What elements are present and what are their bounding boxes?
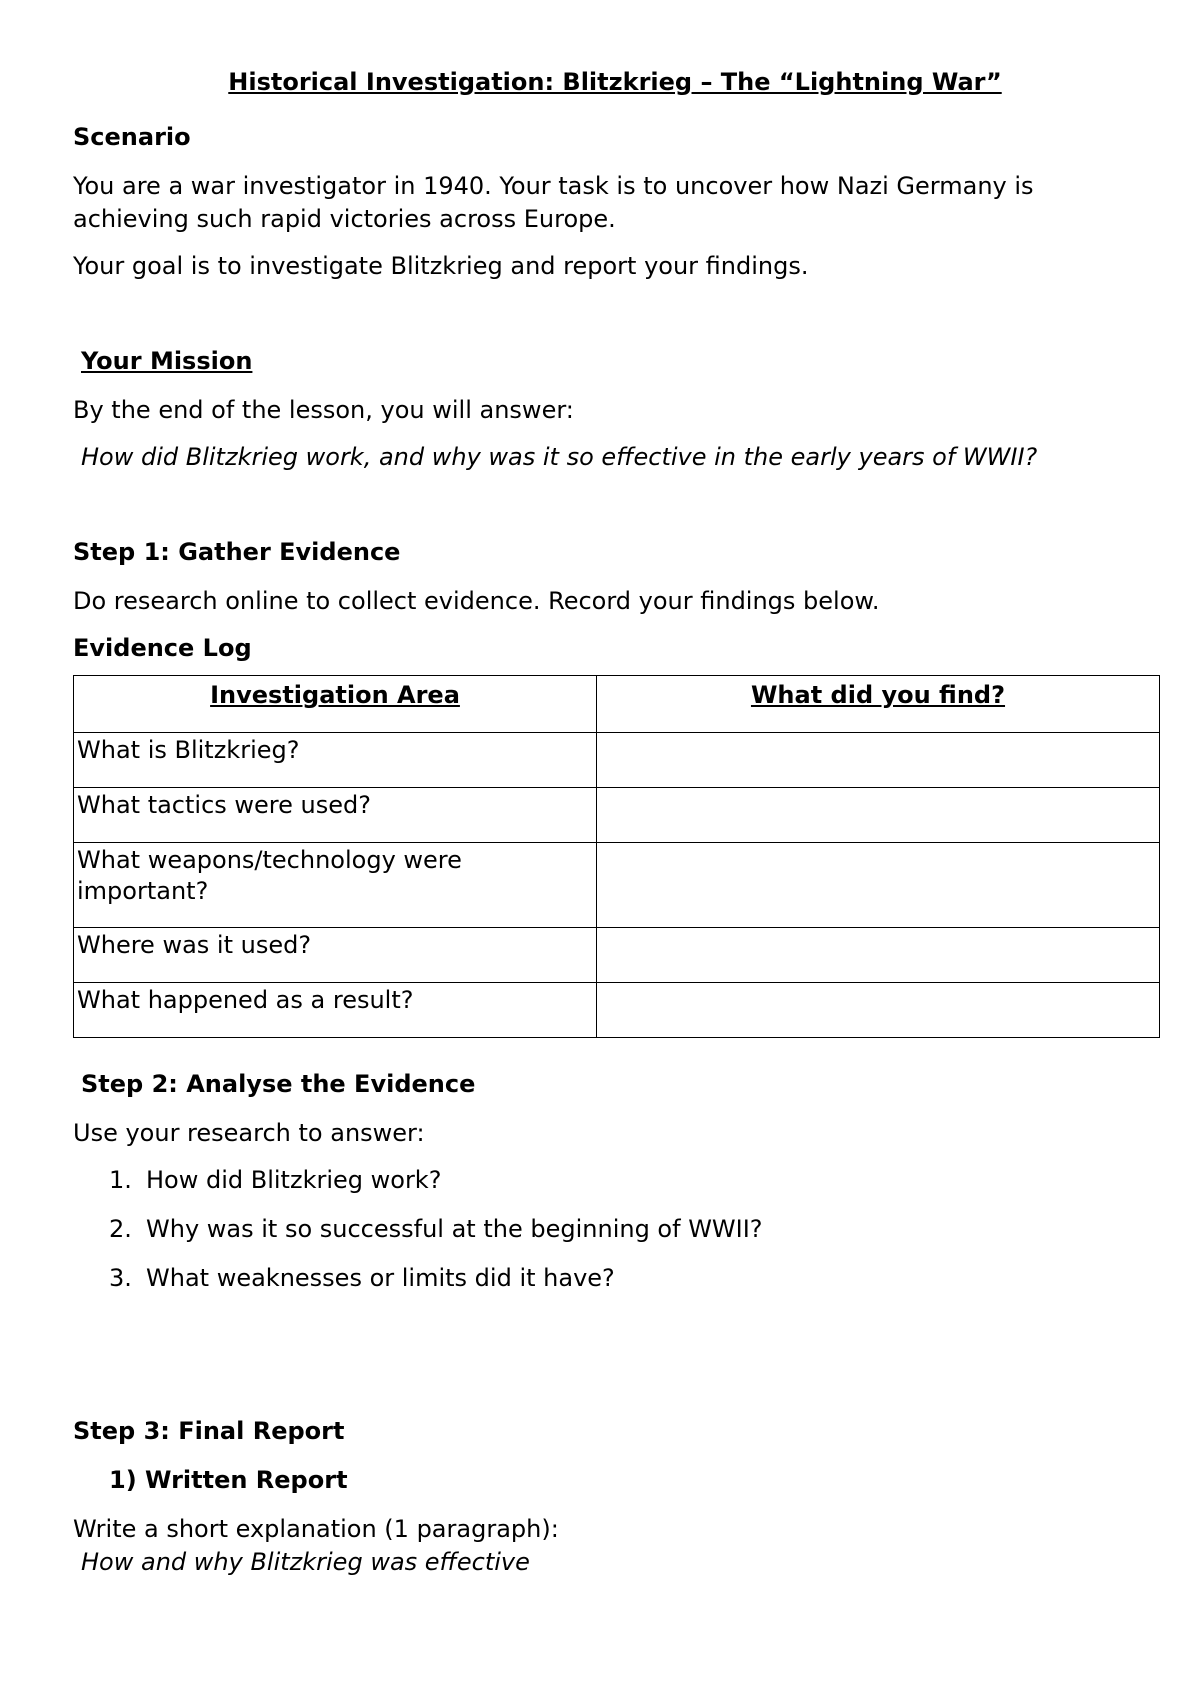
table-cell-area: Where was it used?	[74, 928, 597, 983]
table-cell-finding[interactable]	[597, 928, 1160, 983]
table-cell-finding[interactable]	[597, 788, 1160, 843]
step2-question-list	[73, 1164, 1157, 1295]
mission-heading-text: Your Mission	[81, 347, 253, 375]
table-cell-area: What happened as a result?	[74, 983, 597, 1038]
table-cell-area: What tactics were used?	[74, 788, 597, 843]
spacer	[73, 1311, 1157, 1415]
question-text: What weaknesses or limits did it have?	[146, 1264, 615, 1292]
table-cell-finding[interactable]	[597, 983, 1160, 1038]
mission-intro: By the end of the lesson, you will answer:	[73, 396, 574, 424]
table-header-investigation-area: Investigation Area	[74, 676, 597, 733]
step3-instruction: Write a short explanation (1 paragraph):	[73, 1515, 559, 1543]
spacer	[73, 488, 1157, 536]
list-item	[109, 1164, 1157, 1197]
mission-question: How did Blitzkrieg work, and why was it so effective in the early years of WWII?	[81, 443, 1038, 471]
table-header-what-did-you-find: What did you find?	[597, 676, 1160, 733]
evidence-log-table	[73, 675, 1160, 1038]
table-cell-finding[interactable]	[597, 733, 1160, 788]
question-number: 2.	[109, 1215, 132, 1243]
scenario-paragraph-2: Your goal is to investigate Blitzkrieg and report your findings.	[73, 252, 809, 280]
question-text: How did Blitzkrieg work?	[146, 1166, 442, 1194]
step3-prompt: How and why Blitzkrieg was effective	[81, 1548, 530, 1576]
step1-instruction: Do research online to collect evidence. Record your findings below.	[73, 587, 880, 615]
spacer	[73, 297, 1157, 345]
table-row	[74, 843, 1160, 928]
scenario-heading: Scenario	[73, 123, 191, 151]
worksheet-page	[73, 66, 1157, 1579]
page-title: Historical Investigation: Blitzkrieg – The “Lightning War”	[228, 68, 1002, 96]
list-item	[109, 1213, 1157, 1246]
table-row	[74, 733, 1160, 788]
table-row	[74, 983, 1160, 1038]
spacer	[73, 1038, 1157, 1068]
step1-heading: Step 1: Gather Evidence	[73, 538, 401, 566]
table-cell-finding[interactable]	[597, 843, 1160, 928]
question-text: Why was it so successful at the beginning of WWII?	[146, 1215, 763, 1243]
list-item	[109, 1262, 1157, 1295]
table-row	[74, 928, 1160, 983]
table-header-row	[74, 676, 1160, 733]
evidence-log-heading: Evidence Log	[73, 634, 252, 662]
table-cell-area: What is Blitzkrieg?	[74, 733, 597, 788]
question-number: 3.	[109, 1264, 132, 1292]
step3-heading: Step 3: Final Report	[73, 1417, 345, 1445]
step2-intro: Use your research to answer:	[73, 1119, 425, 1147]
scenario-paragraph-1: You are a war investigator in 1940. Your task is to uncover how Nazi Germany is achieving such rapid victories across Europe.	[73, 172, 1034, 233]
table-row	[74, 788, 1160, 843]
written-report-heading: 1) Written Report	[109, 1466, 348, 1494]
step2-heading: Step 2: Analyse the Evidence	[81, 1070, 476, 1098]
question-number: 1.	[109, 1166, 132, 1194]
mission-heading	[73, 345, 1157, 378]
table-cell-area: What weapons/technology were important?	[74, 843, 597, 928]
